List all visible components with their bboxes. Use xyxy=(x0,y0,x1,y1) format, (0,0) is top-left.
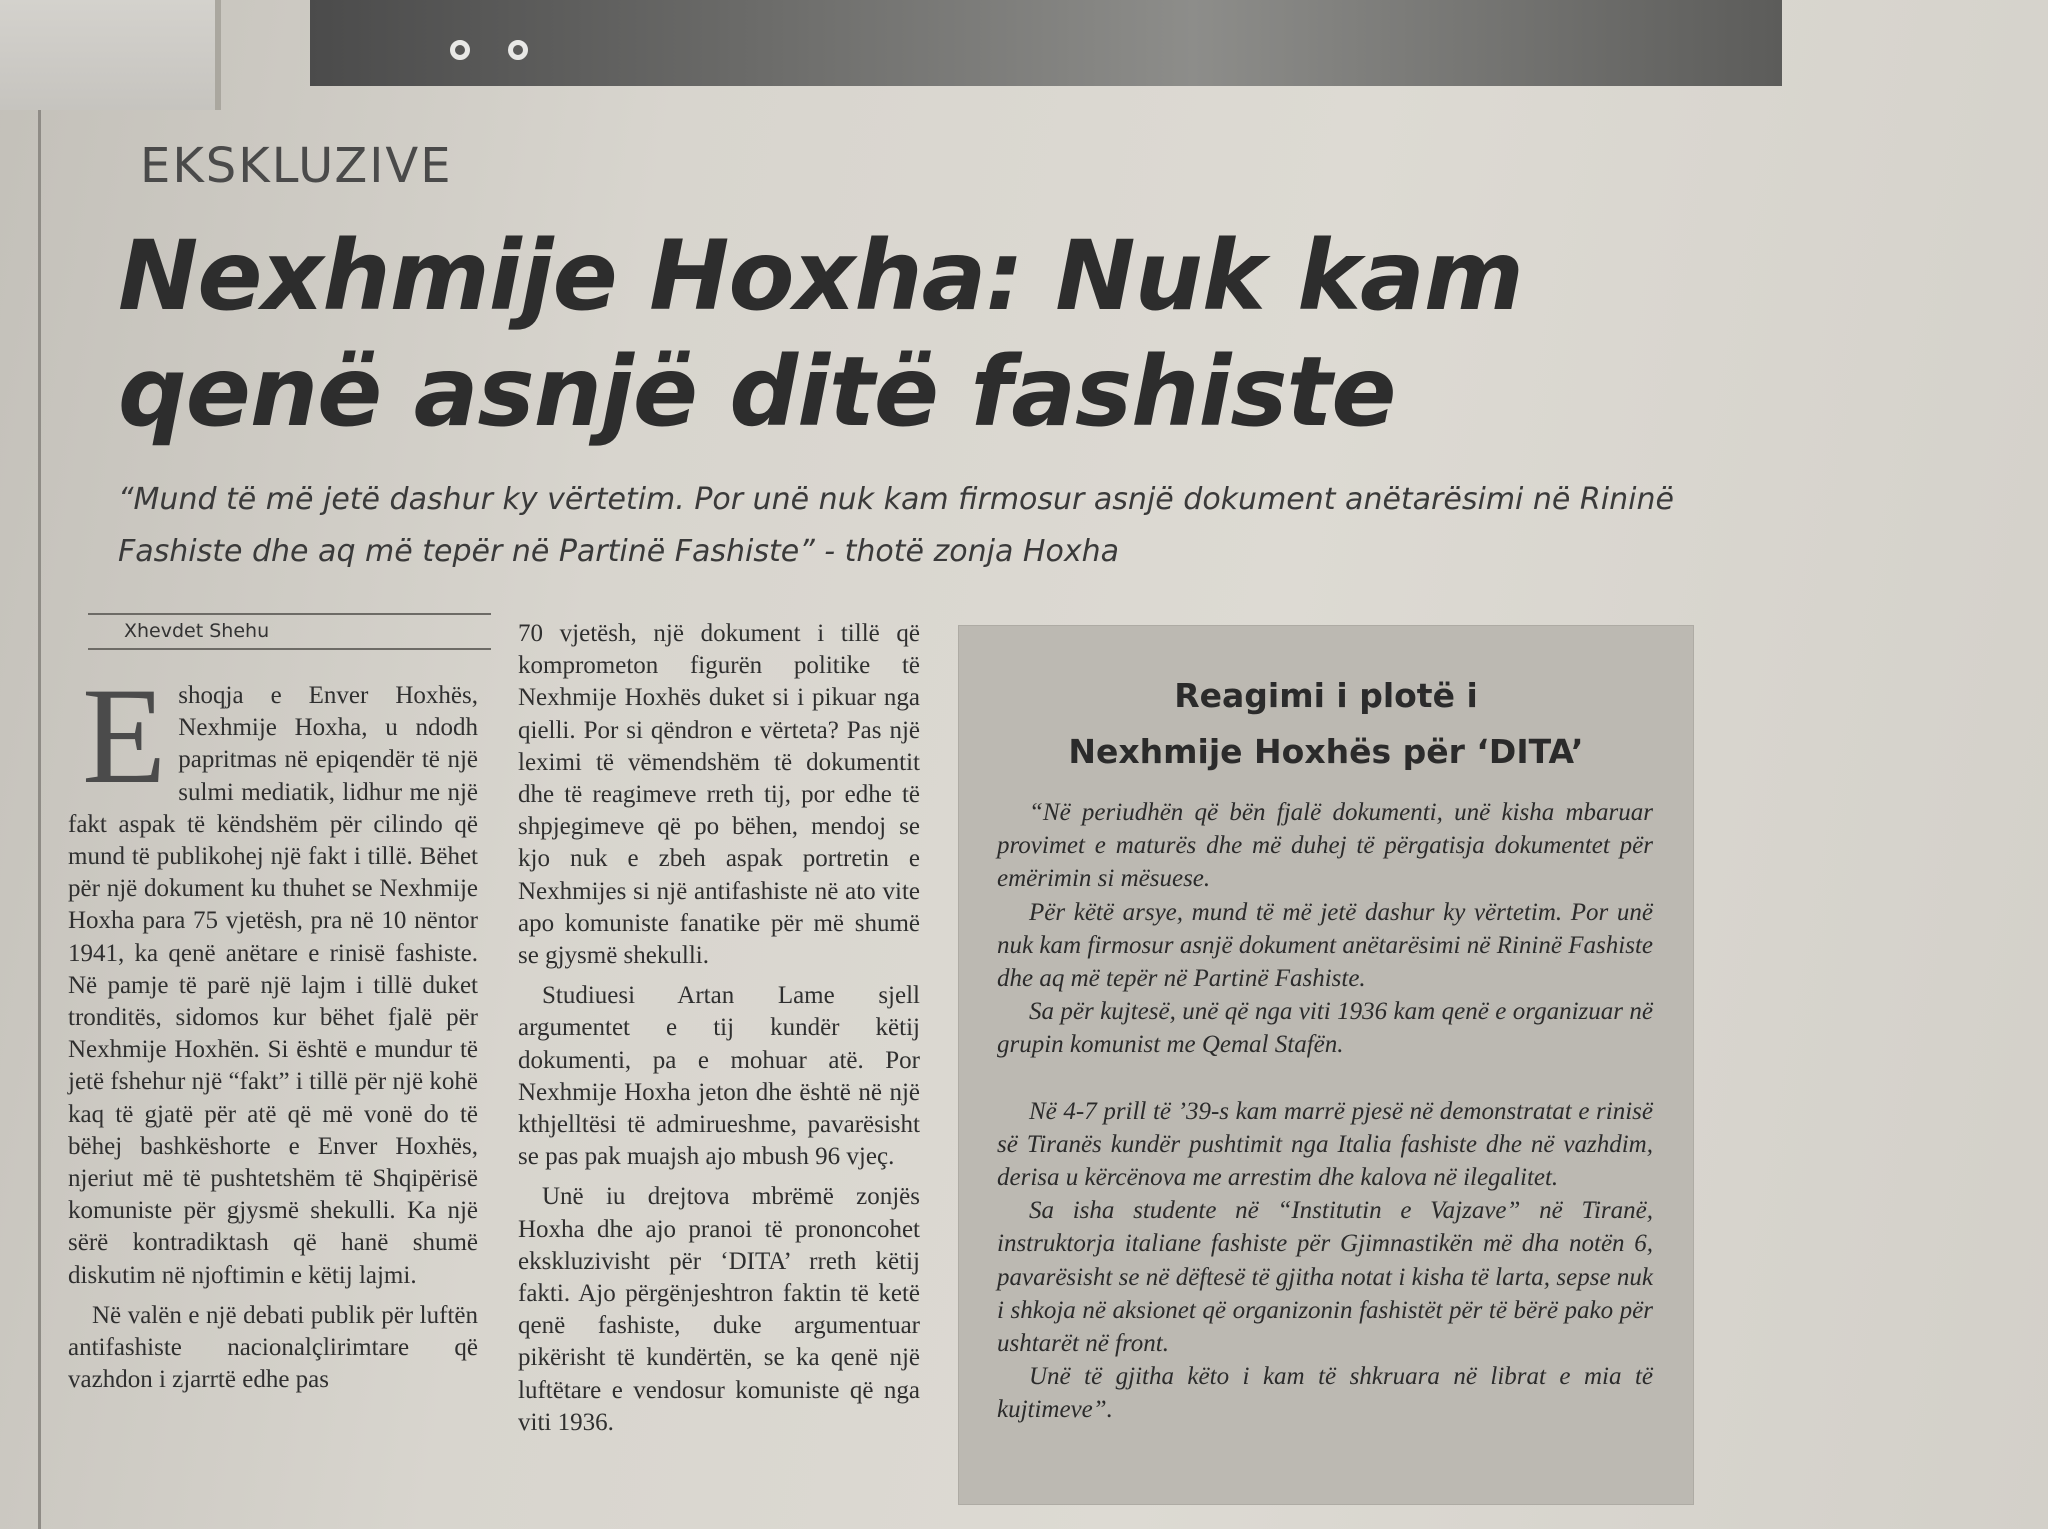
section-label: EKSKLUZIVE xyxy=(140,138,453,194)
article-column-2 xyxy=(518,618,920,1439)
article-paragraph: Studiuesi Artan Lame sjell argumentet e tij kundër këtij dokumenti, pa e mohuar atë. Por Nexhmije Hoxha jeton dhe është në një kthjelltësi të admirueshme, pavarësisht se pas pak muajsh ajo mbush 96 vjeç. xyxy=(518,982,920,1171)
paragraph-text: shoqja e Enver Hoxhës, Nexhmije Hoxha, u ndodh papritmas në epiqendër të një sulmi mediatik, lidhur me një fakt aspak të këndshëm për cilindo që mund të publikohej një fakt i tillë. Bëhet për një dokument ku thuhet se Nexhmije Hoxha para 75 vjetësh, pra në 10 nëntor 1941, ka qenë anëtare e rinisë fashiste. Në pamje të parë një lajm i tillë duket tronditës, sidomos kur bëhet fjalë për Nexhmije Hoxhën. Si është e mundur të jetë fshehur një “fakt” i tillë për një kohë kaq të gjatë për atë që më vonë do të bëhej bashkëshorte e Enver Hoxhës, njeriut më të pushtetshëm të Shqipërisë komuniste për gjysmë shekulli. Ka një sërë kontradiktash që hanë shumë diskutim në njoftimin e këtij lajmi. xyxy=(68,682,478,1289)
photo-fragment-top xyxy=(310,0,1782,86)
sidebar-paragraph: Sa isha studente në “Institutin e Vajzave” në Tiranë, instruktorja italiane fashiste për Gjimnastikën më dha notën 6, pavarësisht se në dëftesë të gjitha notat i kisha të larta, sepse nuk i shkoja në aksionet që organizonin fashistët për të bërë pako për ushtarët në front. xyxy=(997,1197,1653,1358)
drop-cap: E xyxy=(82,659,167,812)
article-paragraph: 70 vjetësh, një dokument i tillë që komprometon figurën politike të Nexhmije Hoxhës duket si i pikuar nga qielli. Por si qëndron e vërteta? Pas një leximi të vëmendshëm të dokumentit dhe të reagimeve rreth tij, por edhe të shpjegimeve që po bëhen, mendoj se kjo nuk e zbeh aspak portretin e Nexhmijes si një antifashiste në ato vite apo komuniste fanatike për më shumë se gjysmë shekulli. xyxy=(518,620,920,970)
sidebar-box xyxy=(958,625,1694,1505)
photo-detail xyxy=(508,40,528,60)
photo-fragment-left xyxy=(0,0,221,110)
sidebar-title xyxy=(959,668,1693,780)
byline-rule xyxy=(88,613,491,615)
byline: Xhevdet Shehu xyxy=(124,620,270,642)
column-rule xyxy=(38,110,41,1529)
sidebar-paragraph: Në 4-7 prill të ’39-s kam marrë pjesë në demonstratat e rinisë së Tiranës kundër pushtimit nga Italia fashiste dhe në vazhdim, derisa u kërcënova me arrestim dhe kalova në ilegalitet. xyxy=(997,1097,1653,1192)
article-paragraph: Në valën e një debati publik për luftën antifashiste nacionalçlirimtare që vazhdon i zjarrtë edhe pas xyxy=(68,1301,478,1394)
sidebar-paragraph: “Në periudhën që bën fjalë dokumenti, unë kisha mbaruar provimet e maturës dhe më duhej të përgatisja dokumentet për emërimin si mësuese. xyxy=(997,799,1653,893)
deck-quote: “Mund të më jetë dashur ky vërtetim. Por unë nuk kam firmosur asnjë dokument anëtarësimi në Rininë Fashiste dhe aq më tepër në Partinë Fashiste” - thotë zonja Hoxha xyxy=(118,482,1674,569)
article-paragraph xyxy=(68,659,478,1292)
sidebar-paragraph: Sa për kujtesë, unë që nga viti 1936 kam qenë e organizuar në grupin komunist me Qemal Stafën. xyxy=(997,998,1653,1059)
photo-detail xyxy=(450,40,470,60)
sidebar-title-line: Reagimi i plotë i xyxy=(1174,676,1478,715)
article-paragraph: Unë iu drejtova mbrëmë zonjës Hoxha dhe ajo pranoi të prononcohet ekskluzivisht për ‘DITA’ rreth këtij fakti. Ajo përgënjeshtron faktin të ketë qenë fashiste, duke argumentuar pikërisht të kundërtën, se ka qenë një luftëtare e vendosur komuniste që nga viti 1936. xyxy=(518,1183,920,1436)
sidebar-body xyxy=(997,796,1653,1427)
sidebar-title-line: Nexhmije Hoxhës për ‘DITA’ xyxy=(1068,732,1584,771)
sidebar-paragraph: Për këtë arsye, mund të më jetë dashur ky vërtetim. Por unë nuk kam firmosur asnjë dokument anëtarësimi në Rininë Fashiste dhe aq më tepër në Partinë Fashiste. xyxy=(997,898,1653,993)
article-column-1 xyxy=(68,659,478,1396)
headline: Nexhmije Hoxha: Nuk kam qenë asnjë ditë fashiste xyxy=(118,220,1523,448)
byline-rule xyxy=(88,648,491,650)
sidebar-paragraph: Unë të gjitha këto i kam të shkruara në librat e mia të kujtimeve”. xyxy=(997,1363,1653,1424)
